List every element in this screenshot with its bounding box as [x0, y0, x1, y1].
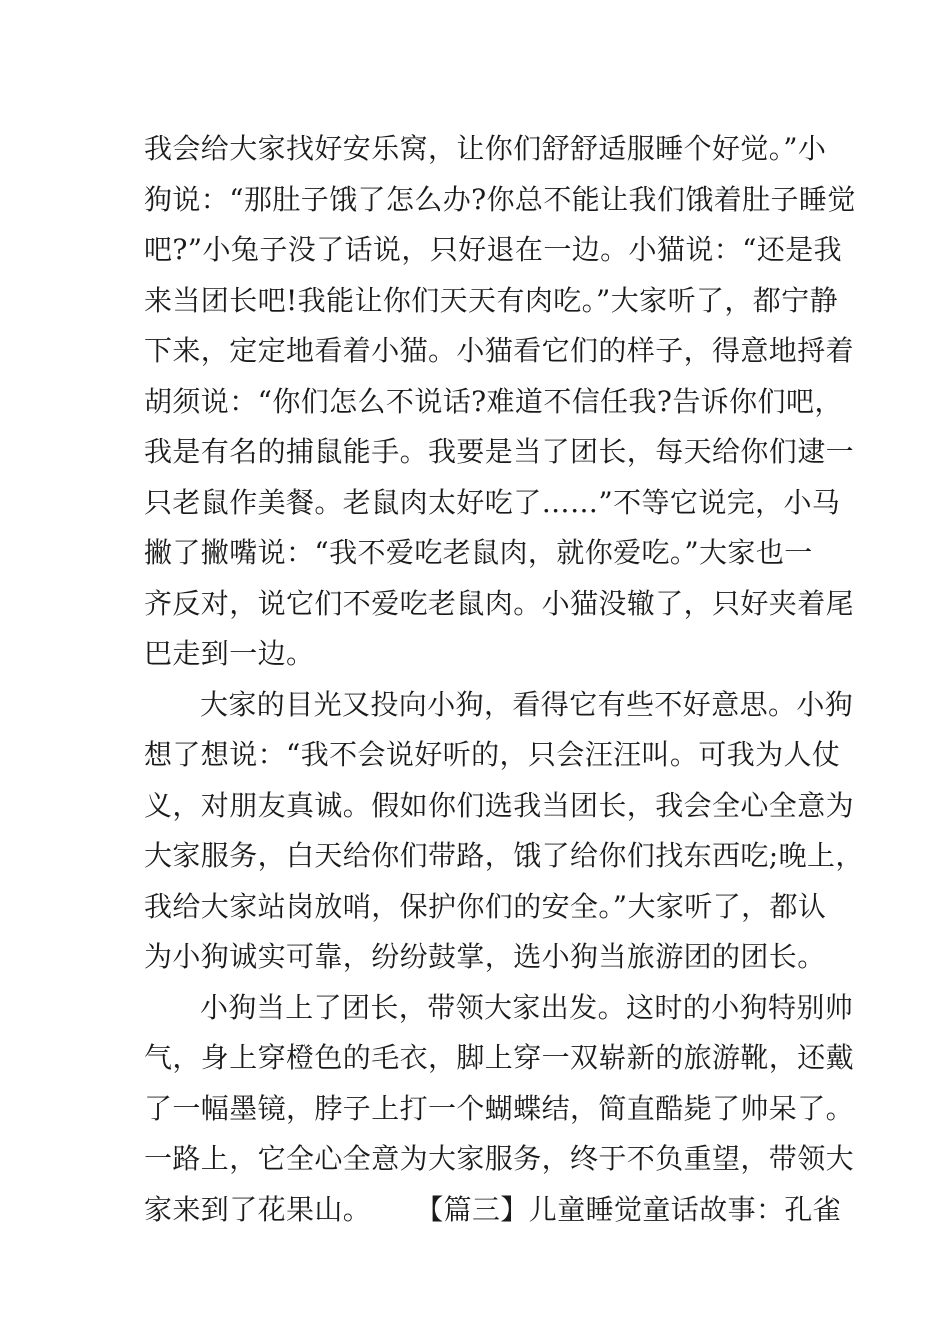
text-line: 一路上，它全心全意为大家服务，终于不负重望，带领大 — [144, 1142, 855, 1175]
text-line: 狗说：“那肚子饿了怎么办?你总不能让我们饿着肚子睡觉 — [144, 182, 856, 216]
text-line: 气，身上穿橙色的毛衣，脚上穿一双崭新的旅游靴，还戴 — [144, 1041, 855, 1074]
text-line: 想了想说：“我不会说好听的，只会汪汪叫。可我为人仗 — [144, 738, 841, 771]
text-line: 大家服务，白天给你们带路，饿了给你们找东西吃;晚上， — [144, 839, 864, 872]
text-line: 为小狗诚实可靠，纷纷鼓掌，选小狗当旅游团的团长。 — [144, 940, 826, 973]
text-line: 下来，定定地看着小猫。小猫看它们的样子，得意地捋着 — [144, 334, 855, 367]
next-section-heading: 【篇三】儿童睡觉童话故事：孔雀 — [415, 1192, 842, 1226]
text-line: 来当团长吧!我能让你们天天有肉吃。”大家听了，都宁静 — [144, 283, 838, 317]
text-line: 齐反对，说它们不爱吃老鼠肉。小猫没辙了，只好夹着尾 — [144, 586, 855, 620]
text-line: 了一幅墨镜，脖子上打一个蝴蝶结，简直酷毙了帅呆了。 — [144, 1091, 855, 1125]
paragraph-start-line: 小狗当上了团长，带领大家出发。这时的小狗特别帅 — [200, 990, 854, 1024]
text-line: 我给大家站岗放哨，保护你们的安全。”大家听了，都认 — [144, 889, 827, 923]
text-line: 我会给大家找好安乐窝，让你们舒舒适服睡个好觉。”小 — [144, 132, 827, 165]
text-fragment: 家来到了花果山。 — [144, 1192, 372, 1226]
text-line: 我是有名的捕鼠能手。我要是当了团长，每天给你们逮一 — [144, 435, 855, 468]
story-text — [144, 124, 864, 1235]
text-line: 只老鼠作美餐。老鼠肉太好吃了……”不等它说完，小马 — [144, 485, 841, 519]
text-line: 义，对朋友真诚。假如你们选我当团长，我会全心全意为 — [144, 788, 855, 822]
paragraph-start-line: 大家的目光又投向小狗，看得它有些不好意思。小狗 — [200, 687, 854, 721]
last-line — [144, 1185, 842, 1236]
text-line: 撇了撇嘴说：“我不爱吃老鼠肉，就你爱吃。”大家也一 — [144, 536, 813, 569]
text-line: 巴走到一边。 — [144, 637, 315, 670]
text-line: 吧?”小兔子没了话说，只好退在一边。小猫说：“还是我 — [144, 233, 843, 266]
text-line: 胡须说：“你们怎么不说话?难道不信任我?告诉你们吧， — [144, 384, 843, 418]
